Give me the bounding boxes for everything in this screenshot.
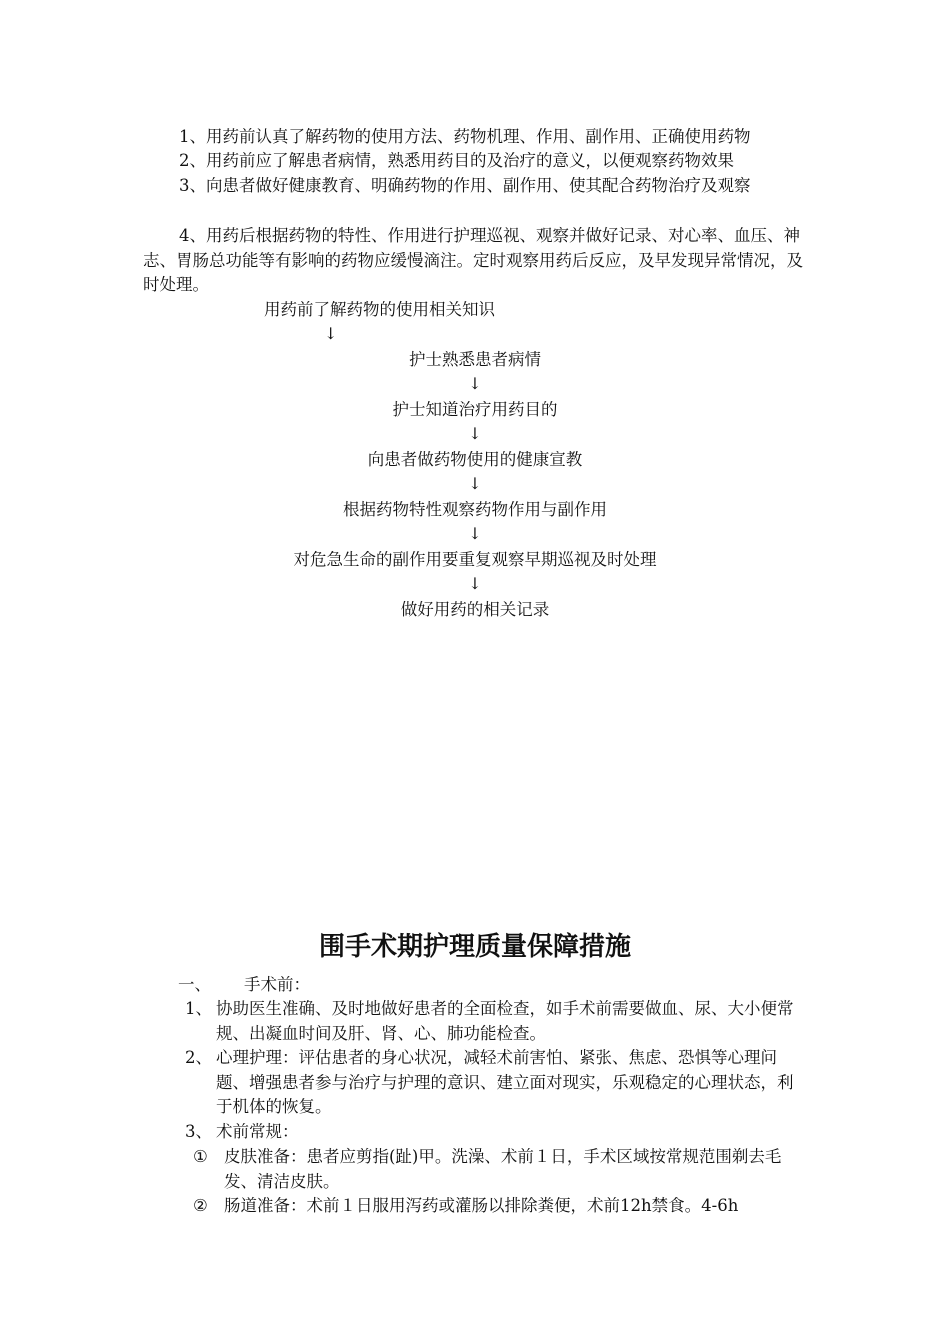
flow-arrow-icon: ↓ <box>468 574 482 593</box>
list-item-number: 2、 <box>185 1048 212 1067</box>
paragraph-3: 3、向患者做好健康教育、明确药物的作用、副作用、使其配合药物治疗及观察 <box>179 176 751 195</box>
flow-step-2: 护士熟悉患者病情 <box>409 350 541 369</box>
flow-step-5: 根据药物特性观察药物作用与副作用 <box>343 500 607 519</box>
paragraph-4: 4、用药后根据药物的特性、作用进行护理巡视、观察并做好记录、对心率、血压、神志、胃肠总功能等有影响的药物应缓慢滴注。定时观察用药后反应，及早发现异常情况，及时处理。 <box>143 226 803 294</box>
section-heading-text: 手术前： <box>244 975 310 994</box>
list-item-number: 1、 <box>185 999 212 1018</box>
flow-step-4: 向患者做药物使用的健康宣教 <box>367 450 583 469</box>
flow-step-6: 对危急生命的副作用要重复观察早期巡视及时处理 <box>293 550 657 569</box>
paragraph-1: 1、用药前认真了解药物的使用方法、药物机理、作用、副作用、正确使用药物 <box>179 127 751 146</box>
section-heading <box>178 973 310 997</box>
section-heading-number: 一、 <box>178 975 211 994</box>
list-item <box>185 997 809 1046</box>
flow-arrow-icon: ↓ <box>468 524 482 543</box>
flow-step-1: 用药前了解药物的使用相关知识 <box>264 300 495 319</box>
list-item-number: 3、 <box>185 1122 212 1141</box>
list-item <box>185 1120 809 1145</box>
flow-arrow-icon: ↓ <box>468 474 482 493</box>
flow-step-3: 护士知道治疗用药目的 <box>392 400 558 419</box>
section-title: 围手术期护理质量保障措施 <box>318 932 631 962</box>
flow-arrow-icon: ↓ <box>468 374 482 393</box>
paragraph-2: 2、用药前应了解患者病情，熟悉用药目的及治疗的意义，以便观察药物效果 <box>179 151 734 170</box>
sub-list-item-text: 皮肤准备：患者应剪指(趾)甲。洗澡、术前１日，手术区域按常规范围剃去毛发、清洁皮肤。 <box>224 1147 782 1191</box>
sub-list-item-number: ② <box>193 1196 208 1215</box>
list-item <box>185 1046 809 1120</box>
list-item-text: 心理护理：评估患者的身心状况，减轻术前害怕、紧张、焦虑、恐惧等心理问题、增强患者参与治疗与护理的意识、建立面对现实，乐观稳定的心理状态，利于机体的恢复。 <box>216 1048 794 1116</box>
list-item-text: 协助医生准确、及时地做好患者的全面检查，如手术前需要做血、尿、大小便常规、出凝血时间及肝、肾、心、肺功能检查。 <box>216 999 794 1043</box>
sub-list-item-text: 肠道准备：术前１日服用泻药或灌肠以排除粪便，术前12h禁食。4-6h <box>224 1196 739 1215</box>
flow-arrow-icon: ↓ <box>324 324 338 343</box>
sub-list-item-number: ① <box>193 1147 208 1166</box>
sub-list-item <box>193 1194 809 1219</box>
list-item-text: 术前常规： <box>216 1122 299 1141</box>
sub-list-item <box>193 1145 809 1194</box>
flow-step-7: 做好用药的相关记录 <box>400 600 550 619</box>
flow-arrow-icon: ↓ <box>468 424 482 443</box>
